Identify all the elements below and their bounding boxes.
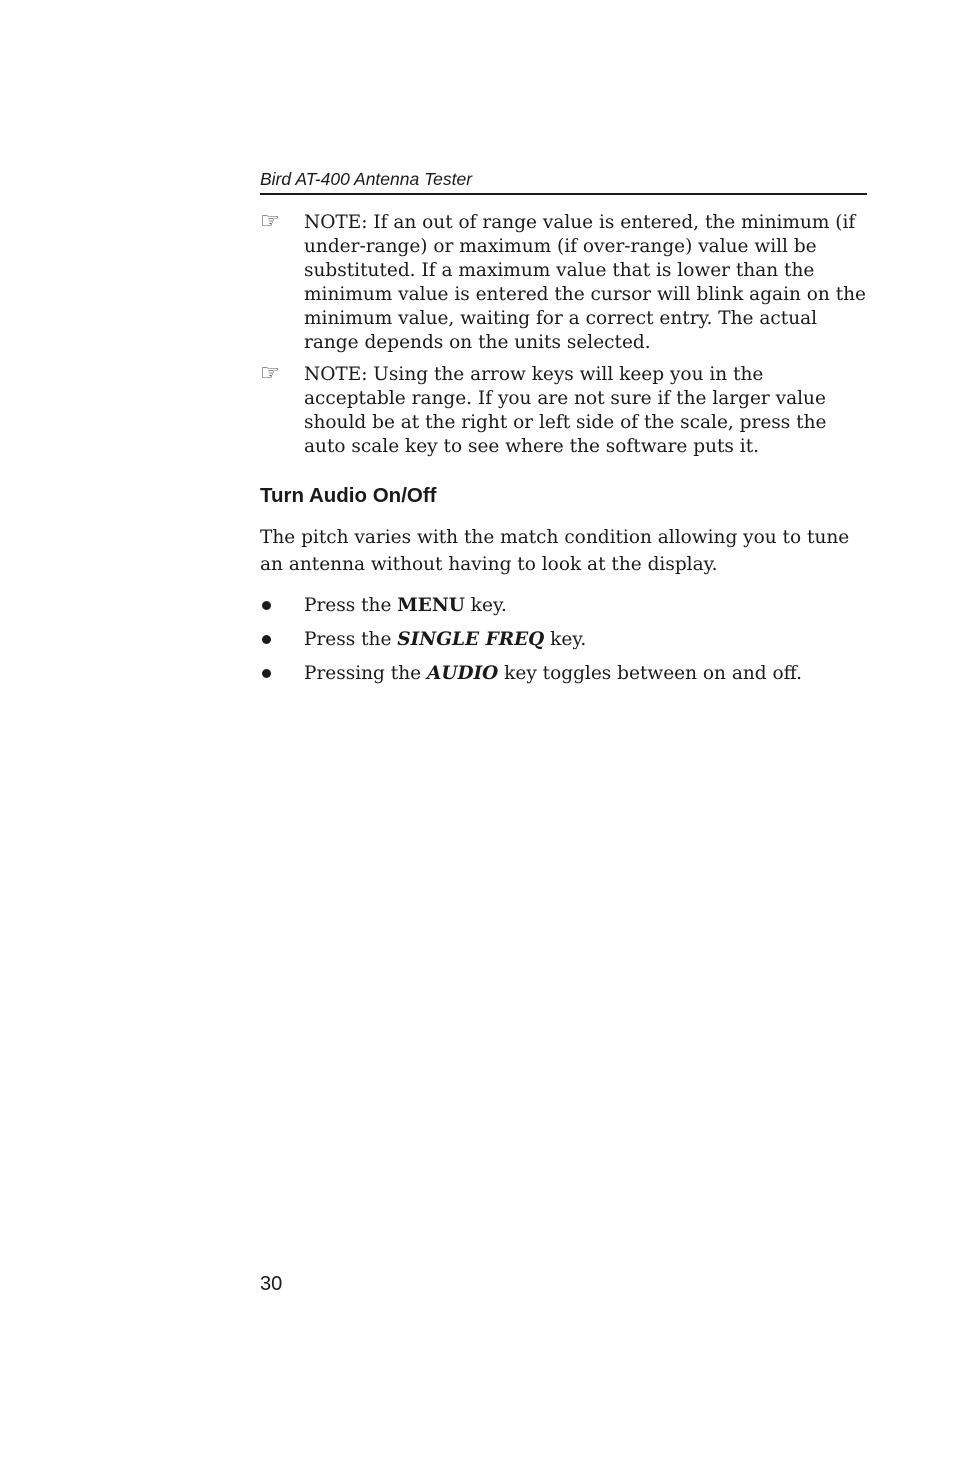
note-out-of-range (260, 211, 867, 355)
list-item (260, 626, 867, 660)
key-name-single-freq: SINGLE FREQ (397, 629, 545, 650)
note-text: NOTE: Using the arrow keys will keep you in the acceptable range. If you are not sure if the larger value should be at the right or left side of the scale, press the auto scale key to see where the software puts it. (304, 364, 827, 457)
key-name-menu: MENU (397, 595, 465, 616)
bullet-icon (262, 635, 271, 644)
key-name-audio: AUDIO (426, 663, 499, 684)
bullet-icon (262, 601, 271, 610)
note-arrow-keys (260, 363, 867, 459)
list-item (260, 660, 867, 694)
step-suffix: key toggles between on and off. (498, 663, 803, 684)
pointing-hand-icon: ☞ (260, 361, 280, 386)
manual-page (260, 0, 867, 1475)
page-number: 30 (260, 1273, 283, 1295)
note-text: NOTE: If an out of range value is entered, the minimum (if under-range) or maximum (if over-range) value will be substituted. If a maximum value that is lower than the minimum value is entered the cursor will blink again on the minimum value, waiting for a correct entry. The actual range depends on the units selected. (304, 212, 867, 353)
step-suffix: key. (544, 629, 587, 650)
section-heading: Turn Audio On/Off (260, 484, 437, 507)
step-prefix: Pressing the (304, 663, 427, 684)
step-prefix: Press the (304, 595, 398, 616)
pointing-hand-icon: ☞ (260, 209, 280, 234)
running-header: Bird AT-400 Antenna Tester (260, 168, 867, 195)
bullet-icon (262, 669, 271, 678)
step-suffix: key. (464, 595, 507, 616)
step-prefix: Press the (304, 629, 398, 650)
steps-list (260, 592, 867, 694)
section-intro: The pitch varies with the match condition allowing you to tune an antenna without having to look at the display. (260, 527, 850, 575)
list-item (260, 592, 867, 626)
notes-block (260, 211, 867, 467)
